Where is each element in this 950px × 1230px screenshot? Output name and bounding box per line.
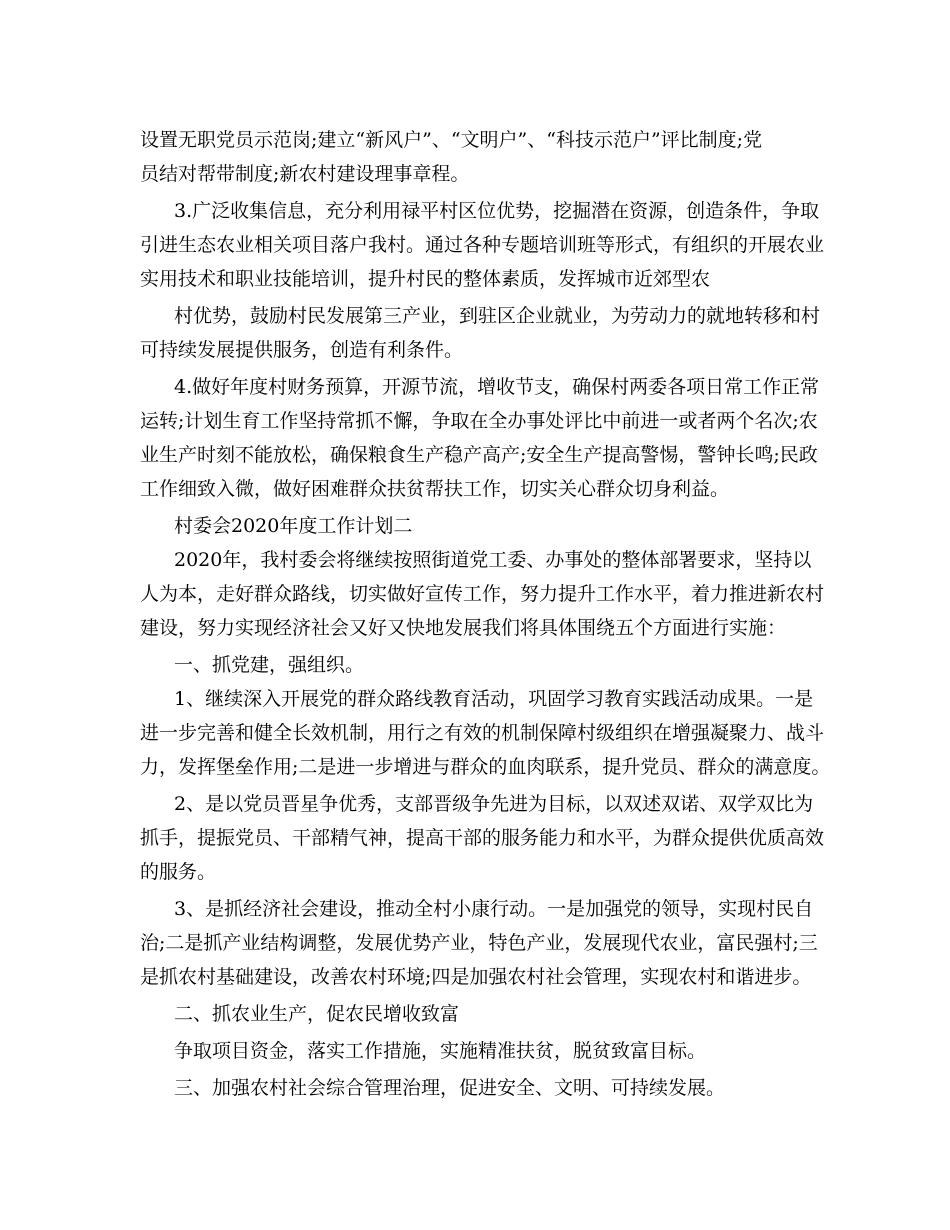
text-line: 设置无职党员示范岗;建立“新风户”、“文明户”、“科技示范户”评比制度;党: [140, 129, 763, 151]
text-line: 村委会2020年度工作计划二: [174, 515, 413, 537]
text-line: 实用技术和职业技能培训，提升村民的整体素质，发挥城市近郊型农: [140, 268, 711, 290]
text-line: 是抓农村基础建设，改善农村环境;四是加强农村社会管理，实现农村和谐进步。: [140, 966, 812, 988]
text-line: 2020年，我村委会将继续按照街道党工委、办事处的整体部署要求，坚持以: [174, 549, 812, 571]
text-line: 员结对帮带制度;新农村建设理事章程。: [140, 163, 470, 185]
text-line: 2、是以党员晋星争优秀，支部晋级争先进为目标，以双述双诺、双学双比为: [174, 793, 814, 815]
text-line: 二、抓农业生产，促农民增收致富: [174, 1003, 460, 1025]
text-line: 三、加强农村社会综合管理治理，促进安全、文明、可持续发展。: [174, 1077, 726, 1099]
text-line: 3、是抓经济社会建设，推动全村小康行动。一是加强党的领导，实现村民自: [174, 898, 814, 920]
text-line: 3.广泛收集信息，充分利用禄平村区位优势，挖掘潜在资源，创造条件，争取: [174, 200, 820, 222]
text-line: 1、继续深入开展党的群众路线教育活动，巩固学习教育实践活动成果。一是: [174, 688, 814, 710]
text-line: 人为本，走好群众路线，切实做好宣传工作，努力提升工作水平，着力推进新农村: [140, 583, 825, 605]
text-line: 的服务。: [140, 861, 217, 883]
text-line: 村优势，鼓励村民发展第三产业，到驻区企业就业，为劳动力的就地转移和村: [174, 305, 821, 327]
text-line: 治;二是抓产业结构调整，发展优势产业，特色产业，发展现代农业，富民强村;三: [140, 932, 818, 954]
text-line: 抓手，提振党员、干部精气神，提高干部的服务能力和水平，为群众提供优质高效: [140, 827, 825, 849]
text-line: 4.做好年度村财务预算，开源节流，增收节支，确保村两委各项日常工作正常: [174, 376, 820, 398]
text-line: 可持续发展提供服务，创造有利条件。: [140, 339, 464, 361]
text-line: 引进生态农业相关项目落户我村。通过各种专题培训班等形式，有组织的开展农业: [140, 234, 825, 256]
text-line: 一、抓党建，强组织。: [174, 654, 365, 676]
text-line: 争取项目资金，落实工作措施，实施精准扶贫，脱贫致富目标。: [174, 1040, 707, 1062]
text-line: 运转;计划生育工作坚持常抓不懈，争取在全办事处评比中前进一或者两个名次;农: [140, 410, 818, 432]
text-line: 进一步完善和健全长效机制，用行之有效的机制保障村级组织在增强凝聚力、战斗: [140, 722, 825, 744]
text-line: 工作细致入微，做好困难群众扶贫帮扶工作，切实关心群众切身利益。: [140, 478, 730, 500]
text-line: 力，发挥堡垒作用;二是进一步增进与群众的血肉联系，提升党员、群众的满意度。: [140, 756, 831, 778]
text-line: 业生产时刻不能放松，确保粮食生产稳产高产;安全生产提高警惕，警钟长鸣;民政: [140, 444, 818, 466]
text-line: 建设，努力实现经济社会又好又快地发展我们将具体围绕五个方面进行实施：: [140, 617, 787, 639]
